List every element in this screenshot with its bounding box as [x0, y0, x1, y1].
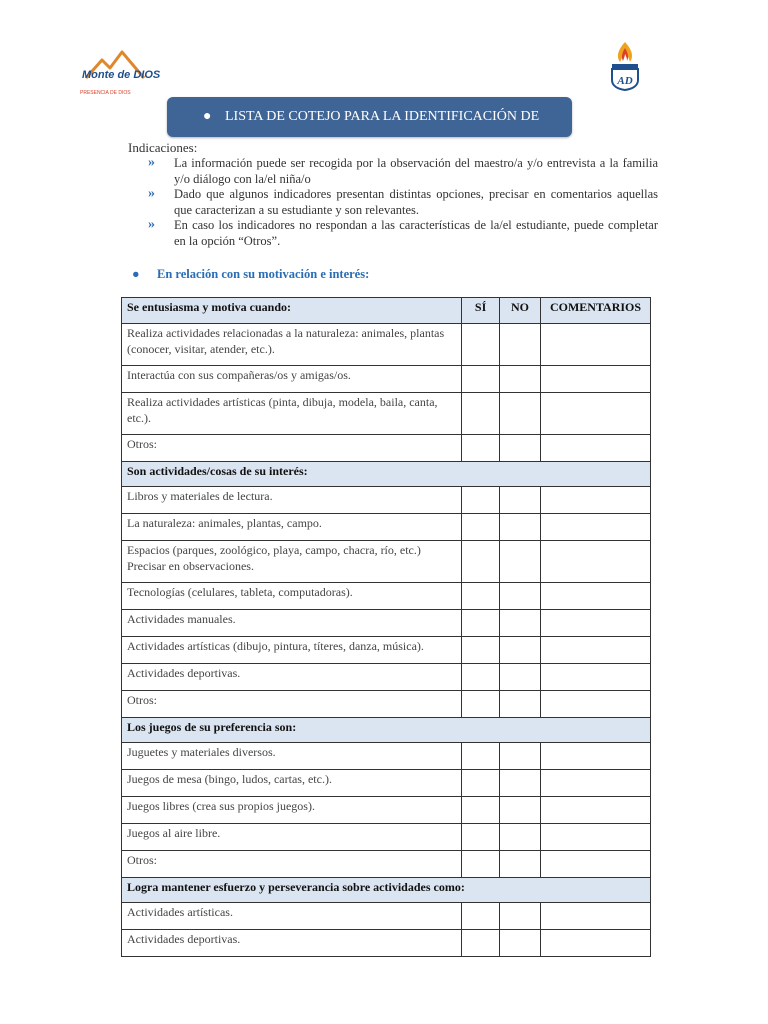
- instruction-item: [120, 187, 658, 218]
- comment-cell[interactable]: [541, 691, 651, 718]
- table-row: [122, 770, 651, 797]
- comment-cell[interactable]: [541, 610, 651, 637]
- table-row: [122, 366, 651, 393]
- si-cell[interactable]: [462, 743, 500, 770]
- comment-cell[interactable]: [541, 487, 651, 514]
- section-title: En relación con su motivación e interés:: [157, 267, 370, 281]
- si-cell[interactable]: [462, 824, 500, 851]
- table-row: [122, 903, 651, 930]
- no-cell[interactable]: [500, 324, 541, 366]
- si-cell[interactable]: [462, 664, 500, 691]
- comment-cell[interactable]: [541, 743, 651, 770]
- comment-cell[interactable]: [541, 903, 651, 930]
- si-cell[interactable]: [462, 583, 500, 610]
- comment-cell[interactable]: [541, 583, 651, 610]
- comment-cell[interactable]: [541, 851, 651, 878]
- si-cell[interactable]: [462, 514, 500, 541]
- group-header-row: [122, 462, 651, 487]
- table-row: [122, 487, 651, 514]
- chevron-icon: »: [148, 217, 155, 232]
- group-header-row: [122, 878, 651, 903]
- no-cell[interactable]: [500, 393, 541, 435]
- no-cell[interactable]: [500, 903, 541, 930]
- indicator-cell: Realiza actividades artísticas (pinta, dibuja, modela, baila, canta, etc.).: [122, 393, 462, 435]
- indicator-cell: Espacios (parques, zoológico, playa, campo, chacra, río, etc.) Precisar en observaciones.: [122, 541, 462, 583]
- no-cell[interactable]: [500, 797, 541, 824]
- table-row: [122, 541, 651, 583]
- comment-cell[interactable]: [541, 930, 651, 957]
- no-cell[interactable]: [500, 824, 541, 851]
- table-row: [122, 743, 651, 770]
- comment-cell[interactable]: [541, 393, 651, 435]
- si-cell[interactable]: [462, 366, 500, 393]
- comment-cell[interactable]: [541, 664, 651, 691]
- indicator-cell: La naturaleza: animales, plantas, campo.: [122, 514, 462, 541]
- indicator-cell: Juegos libres (crea sus propios juegos).: [122, 797, 462, 824]
- logo-brand-top: Monte de DIOS: [82, 69, 161, 81]
- indicator-cell: Actividades artísticas (dibujo, pintura, títeres, danza, música).: [122, 637, 462, 664]
- indicator-cell: Interactúa con sus compañeras/os y amigas/os.: [122, 366, 462, 393]
- no-cell[interactable]: [500, 541, 541, 583]
- indicator-cell: Actividades artísticas.: [122, 903, 462, 930]
- no-cell[interactable]: [500, 743, 541, 770]
- si-cell[interactable]: [462, 610, 500, 637]
- comment-cell[interactable]: [541, 514, 651, 541]
- instruction-item: [120, 156, 658, 187]
- instruction-text: Dado que algunos indicadores presentan distintas opciones, precisar en comentarios aquellas que caracterizan a su estudiante y son relevantes.: [174, 187, 658, 217]
- no-cell[interactable]: [500, 930, 541, 957]
- comment-cell[interactable]: [541, 435, 651, 462]
- indicator-cell: Juegos de mesa (bingo, ludos, cartas, etc.).: [122, 770, 462, 797]
- col-no-header: NO: [500, 298, 541, 324]
- no-cell[interactable]: [500, 514, 541, 541]
- si-cell[interactable]: [462, 487, 500, 514]
- si-cell[interactable]: [462, 930, 500, 957]
- col-si-header: SÍ: [462, 298, 500, 324]
- no-cell[interactable]: [500, 691, 541, 718]
- instruction-text: En caso los indicadores no respondan a las características de la/el estudiante, puede completar en la opción “Otros”.: [174, 218, 658, 248]
- comment-cell[interactable]: [541, 824, 651, 851]
- table-row: [122, 637, 651, 664]
- table-row: [122, 691, 651, 718]
- no-cell[interactable]: [500, 610, 541, 637]
- no-cell[interactable]: [500, 664, 541, 691]
- indicator-cell: Juguetes y materiales diversos.: [122, 743, 462, 770]
- indicator-cell: Juegos al aire libre.: [122, 824, 462, 851]
- comment-cell[interactable]: [541, 366, 651, 393]
- si-cell[interactable]: [462, 851, 500, 878]
- instructions-label: Indicaciones:: [128, 140, 198, 155]
- comment-cell[interactable]: [541, 797, 651, 824]
- title-banner: [167, 97, 572, 137]
- table-row: [122, 610, 651, 637]
- group-header-row: [122, 298, 651, 324]
- no-cell[interactable]: [500, 637, 541, 664]
- table-row: [122, 514, 651, 541]
- table-row: [122, 851, 651, 878]
- instructions-list: [120, 156, 658, 249]
- table-row: [122, 930, 651, 957]
- si-cell[interactable]: [462, 691, 500, 718]
- school-crest-icon: [606, 40, 644, 92]
- si-cell[interactable]: [462, 393, 500, 435]
- indicator-cell: Tecnologías (celulares, tableta, computadoras).: [122, 583, 462, 610]
- col-comments-header: COMENTARIOS: [541, 298, 651, 324]
- comment-cell[interactable]: [541, 770, 651, 797]
- logo-tagline: PRESENCIA DE DIOS: [80, 90, 131, 96]
- table-row: [122, 824, 651, 851]
- indicator-cell: Actividades manuales.: [122, 610, 462, 637]
- no-cell[interactable]: [500, 770, 541, 797]
- comment-cell[interactable]: [541, 324, 651, 366]
- si-cell[interactable]: [462, 435, 500, 462]
- chevron-icon: »: [148, 155, 155, 170]
- group-heading: Logra mantener esfuerzo y perseverancia sobre actividades como:: [122, 878, 651, 903]
- table-row: [122, 664, 651, 691]
- table-row: [122, 393, 651, 435]
- no-cell[interactable]: [500, 851, 541, 878]
- indicator-cell: Realiza actividades relacionadas a la naturaleza: animales, plantas (conocer, visitar, atender, etc.).: [122, 324, 462, 366]
- si-cell[interactable]: [462, 324, 500, 366]
- instruction-item: [120, 218, 658, 249]
- monte-de-dios-logo-icon: [80, 48, 161, 100]
- no-cell[interactable]: [500, 435, 541, 462]
- group-heading: Se entusiasma y motiva cuando:: [122, 298, 462, 324]
- si-cell[interactable]: [462, 541, 500, 583]
- no-cell[interactable]: [500, 583, 541, 610]
- group-header-row: [122, 718, 651, 743]
- group-heading: Los juegos de su preferencia son:: [122, 718, 651, 743]
- indicator-cell: Otros:: [122, 851, 462, 878]
- section-bullet: ●: [132, 267, 140, 281]
- si-cell[interactable]: [462, 903, 500, 930]
- no-cell[interactable]: [500, 366, 541, 393]
- page-title: LISTA DE COTEJO PARA LA IDENTIFICACIÓN DE: [225, 109, 540, 124]
- indicator-cell: Otros:: [122, 691, 462, 718]
- instruction-text: La información puede ser recogida por la observación del maestro/a y/o entrevista a la familia y/o diálogo con la/el niña/o: [174, 156, 658, 186]
- si-cell[interactable]: [462, 637, 500, 664]
- checklist-table: [121, 297, 651, 957]
- table-row: [122, 435, 651, 462]
- table-row: [122, 583, 651, 610]
- title-bullet: ●: [203, 109, 212, 124]
- table-row: [122, 324, 651, 366]
- indicator-cell: Actividades deportivas.: [122, 930, 462, 957]
- si-cell[interactable]: [462, 770, 500, 797]
- indicator-cell: Otros:: [122, 435, 462, 462]
- indicator-cell: Libros y materiales de lectura.: [122, 487, 462, 514]
- chevron-icon: »: [148, 186, 155, 201]
- comment-cell[interactable]: [541, 637, 651, 664]
- no-cell[interactable]: [500, 487, 541, 514]
- group-heading: Son actividades/cosas de su interés:: [122, 462, 651, 487]
- comment-cell[interactable]: [541, 541, 651, 583]
- si-cell[interactable]: [462, 797, 500, 824]
- indicator-cell: Actividades deportivas.: [122, 664, 462, 691]
- table-row: [122, 797, 651, 824]
- crest-text: AD: [617, 75, 633, 87]
